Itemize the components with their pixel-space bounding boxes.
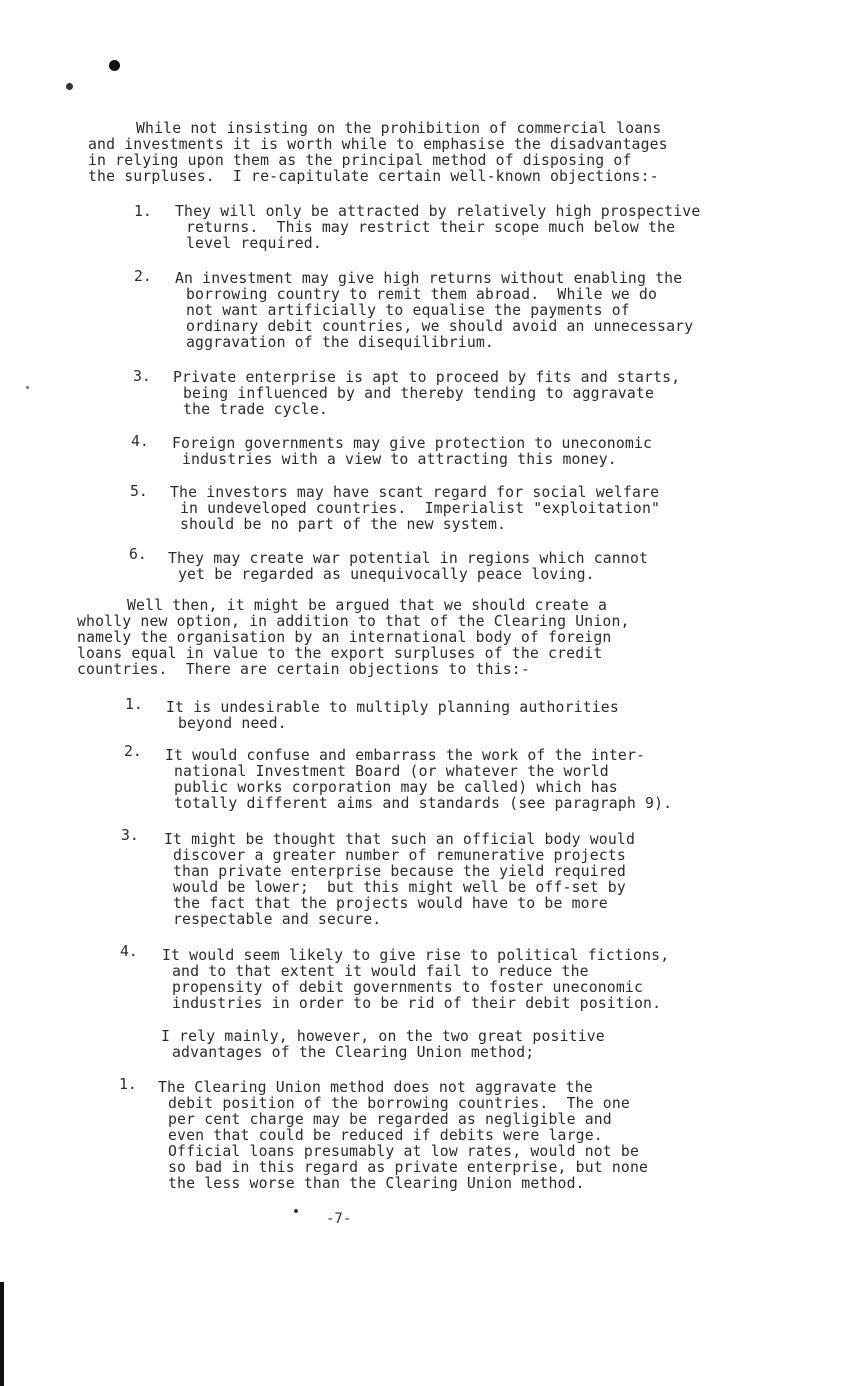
para-line: namely the organisation by an international body of foreign — [77, 629, 612, 646]
para-line: Well then, it might be argued that we should create a — [127, 597, 608, 614]
item-number: 2. — [124, 743, 142, 760]
para-line: loans equal in value to the export surpluses of the credit — [77, 645, 603, 662]
para-line: I rely mainly, however, on the two great positive — [161, 1028, 605, 1045]
item-line: even that could be reduced if debits were large. — [168, 1127, 603, 1144]
item-line: It is undesirable to multiply planning authorities — [166, 699, 619, 716]
item-line: should be no part of the new system. — [180, 516, 507, 533]
item-line: the trade cycle. — [183, 401, 328, 418]
item-line: national Investment Board (or whatever the world — [174, 763, 609, 780]
page-number: -7- — [326, 1211, 352, 1227]
punch-mark-small — [66, 83, 73, 90]
intro-line: and investments it is worth while to emphasise the disadvantages — [88, 136, 668, 153]
item-line: It would seem likely to give rise to political fictions, — [162, 947, 670, 964]
item-number: 6. — [129, 546, 147, 563]
item-line: discover a greater number of remunerative projects — [173, 847, 626, 864]
item-line: Foreign governments may give protection to uneconomic — [172, 435, 653, 452]
punch-hole-mark — [109, 60, 120, 71]
item-line: so bad in this regard as private enterprise, but none — [168, 1159, 649, 1176]
item-line: totally different aims and standards (see paragraph 9). — [174, 795, 673, 812]
item-number: 1. — [119, 1076, 137, 1093]
item-line: Official loans presumably at low rates, would not be — [168, 1143, 640, 1160]
item-line: propensity of debit governments to foster uneconomic — [172, 979, 644, 996]
item-line: industries with a view to attracting this money. — [182, 451, 617, 468]
item-number: 1. — [125, 696, 143, 713]
item-line: being influenced by and thereby tending to aggravate — [183, 385, 655, 402]
footer-dot-mark — [294, 1209, 298, 1213]
item-line: respectable and secure. — [173, 911, 382, 928]
item-line: in undeveloped countries. Imperialist "exploitation" — [180, 500, 661, 517]
item-number: 3. — [121, 827, 139, 844]
item-line: beyond need. — [178, 715, 287, 732]
item-line: the less worse than the Clearing Union method. — [168, 1175, 585, 1192]
para-line: wholly new option, in addition to that of the Clearing Union, — [77, 613, 630, 630]
item-number: 1. — [134, 203, 152, 220]
item-line: aggravation of the disequilibrium. — [186, 334, 494, 351]
intro-line: the surpluses. I re-capitulate certain well-known objections:- — [88, 168, 659, 185]
item-line: It might be thought that such an official body would — [164, 831, 636, 848]
item-line: and to that extent it would fail to reduce the — [172, 963, 589, 980]
item-line: Private enterprise is apt to proceed by fits and starts, — [173, 369, 681, 386]
intro-line: in relying upon them as the principal method of disposing of — [88, 152, 632, 169]
item-number: 3. — [133, 368, 151, 385]
item-number: 5. — [130, 483, 148, 500]
item-line: per cent charge may be regarded as negligible and — [168, 1111, 612, 1128]
item-line: the fact that the projects would have to be more — [173, 895, 608, 912]
item-line: borrowing country to remit them abroad. While we do — [186, 286, 658, 303]
item-line: An investment may give high returns without enabling the — [175, 270, 683, 287]
item-line: industries in order to be rid of their debit position. — [172, 995, 662, 1012]
item-line: They will only be attracted by relatively high prospective — [175, 203, 701, 220]
item-line: than private enterprise because the yield required — [173, 863, 626, 880]
item-line: yet be regarded as unequivocally peace loving. — [178, 566, 595, 583]
item-line: debit position of the borrowing countries. The one — [168, 1095, 630, 1112]
item-line: public works corporation may be called) which has — [174, 779, 618, 796]
speck-mark — [26, 386, 29, 389]
item-number: 2. — [134, 268, 152, 285]
para-line: advantages of the Clearing Union method; — [172, 1044, 535, 1061]
item-line: It would confuse and embarrass the work of the inter- — [165, 747, 646, 764]
item-line: returns. This may restrict their scope much below the — [186, 219, 676, 236]
scan-edge-bar — [0, 1282, 4, 1386]
item-line: The Clearing Union method does not aggravate the — [158, 1079, 593, 1096]
item-line: level required. — [186, 235, 322, 252]
para-line: countries. There are certain objections to this:- — [77, 661, 530, 678]
item-number: 4. — [120, 943, 138, 960]
item-number: 4. — [131, 433, 149, 450]
item-line: ordinary debit countries, we should avoid an unnecessary — [186, 318, 694, 335]
item-line: not want artificially to equalise the payments of — [186, 302, 630, 319]
intro-line: While not insisting on the prohibition of commercial loans — [136, 120, 662, 137]
item-line: The investors may have scant regard for social welfare — [170, 484, 660, 501]
item-line: They may create war potential in regions which cannot — [168, 550, 649, 567]
item-line: would be lower; but this might well be off-set by — [173, 879, 626, 896]
